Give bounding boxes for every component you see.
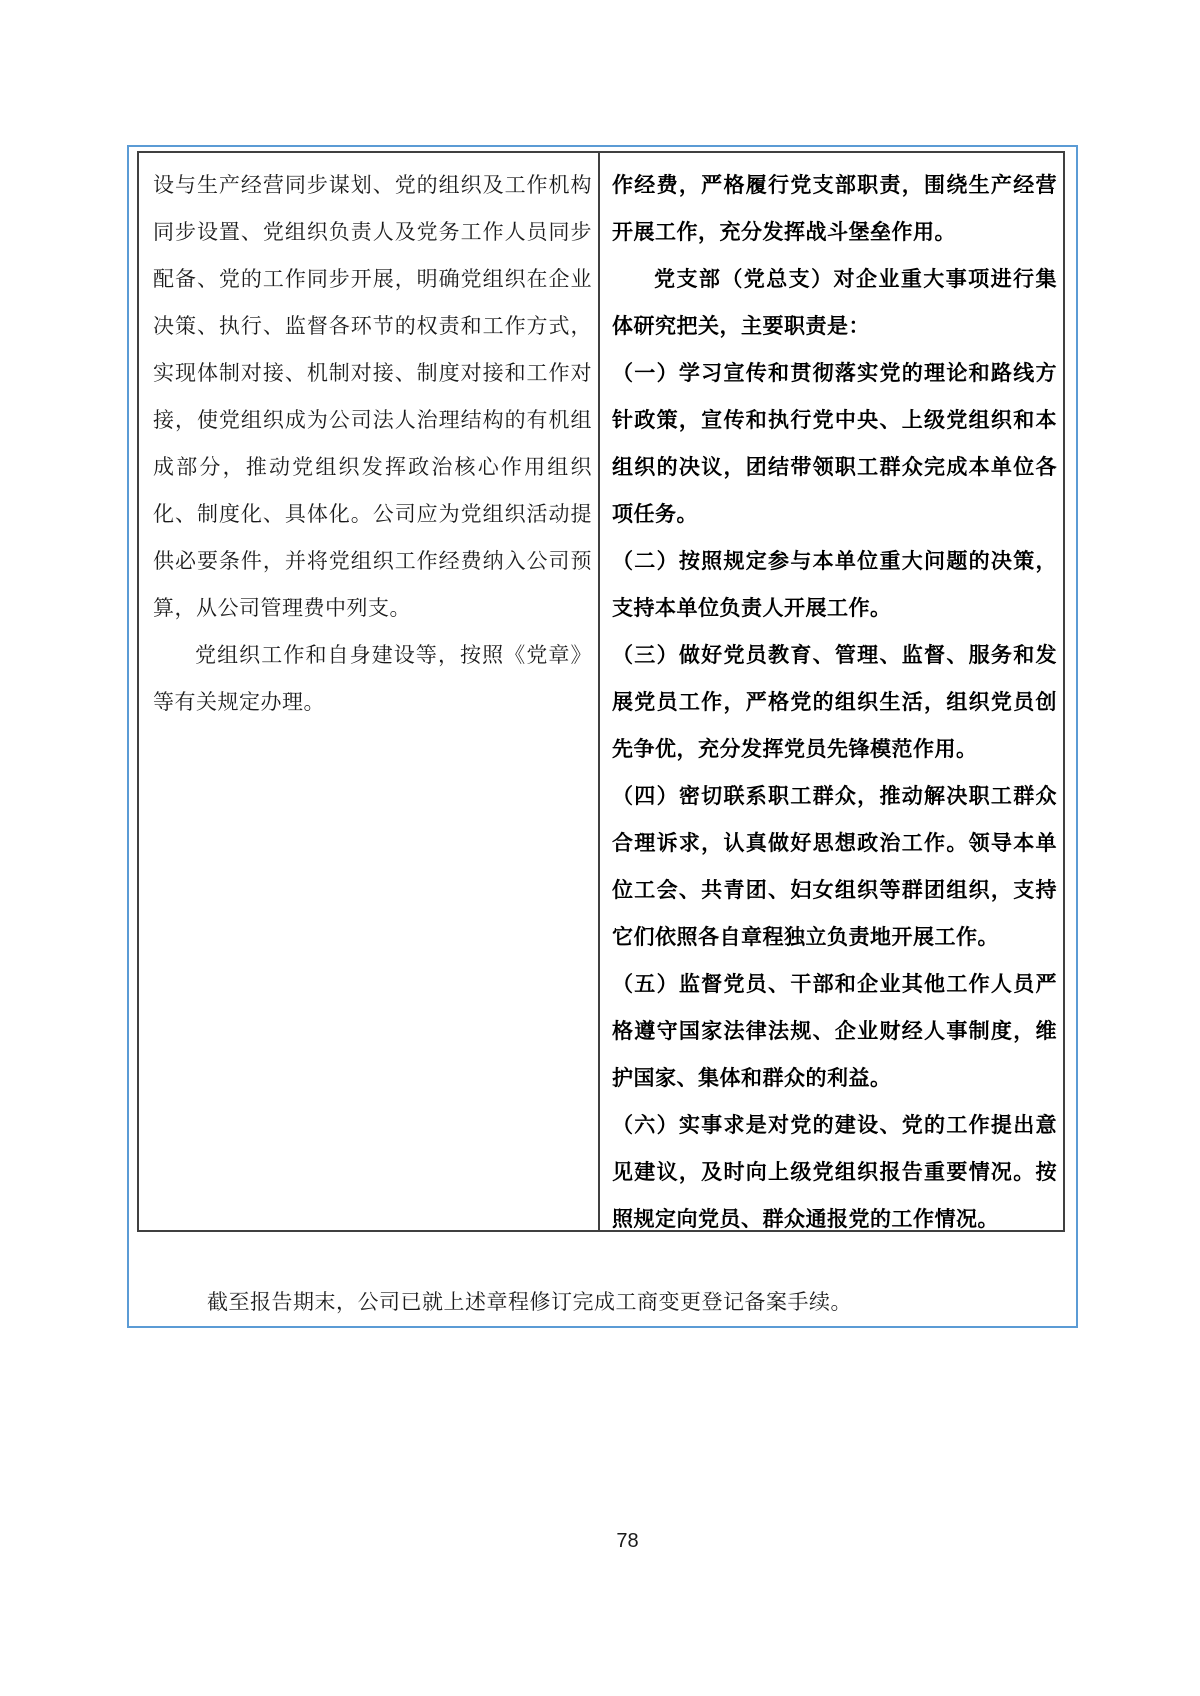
paragraph: 党支部（党总支）对企业重大事项进行集体研究把关，主要职责是： xyxy=(612,267,1057,338)
two-column-table xyxy=(137,151,1065,1232)
paragraph: 设与生产经营同步谋划、党的组织及工作机构同步设置、党组织负责人及党务工作人员同步配备、党的工作同步开展，明确党组织在企业决策、执行、监督各环节的权责和工作方式，实现体制对接、机制对接、制度对接和工作对接，使党组织成为公司法人治理结构的有机组成部分，推动党组织发挥政治核心作用组织化、制度化、具体化。公司应为党组织活动提供必要条件，并将党组织工作经费纳入公司预算，从公司管理费中列支。 xyxy=(153,173,592,620)
paragraph: 党组织工作和自身建设等，按照《党章》等有关规定办理。 xyxy=(153,643,592,714)
page-number: 78 xyxy=(616,1530,639,1552)
paragraph: （一）学习宣传和贯彻落实党的理论和路线方针政策，宣传和执行党中央、上级党组织和本组织的决议，团结带领职工群众完成本单位各项任务。 xyxy=(612,361,1057,526)
paragraph: （四）密切联系职工群众，推动解决职工群众合理诉求，认真做好思想政治工作。领导本单位工会、共青团、妇女组织等群团组织，支持它们依照各自章程独立负责地开展工作。 xyxy=(612,784,1057,949)
paragraph: 作经费，严格履行党支部职责，围绕生产经营开展工作，充分发挥战斗堡垒作用。 xyxy=(612,173,1057,244)
table-cell-right xyxy=(600,153,1063,1230)
closing-note: 截至报告期末，公司已就上述章程修订完成工商变更登记备案手续。 xyxy=(207,1290,852,1314)
bordered-content-box xyxy=(127,145,1078,1328)
table-cell-left xyxy=(139,153,600,1230)
paragraph: （二）按照规定参与本单位重大问题的决策，支持本单位负责人开展工作。 xyxy=(612,549,1057,620)
paragraph: （五）监督党员、干部和企业其他工作人员严格遵守国家法律法规、企业财经人事制度，维护国家、集体和群众的利益。 xyxy=(612,972,1057,1090)
paragraph: （六）实事求是对党的建设、党的工作提出意见建议，及时向上级党组织报告重要情况。按照规定向党员、群众通报党的工作情况。 xyxy=(612,1113,1057,1230)
paragraph: （三）做好党员教育、管理、监督、服务和发展党员工作，严格党的组织生活，组织党员创先争优，充分发挥党员先锋模范作用。 xyxy=(612,643,1057,761)
